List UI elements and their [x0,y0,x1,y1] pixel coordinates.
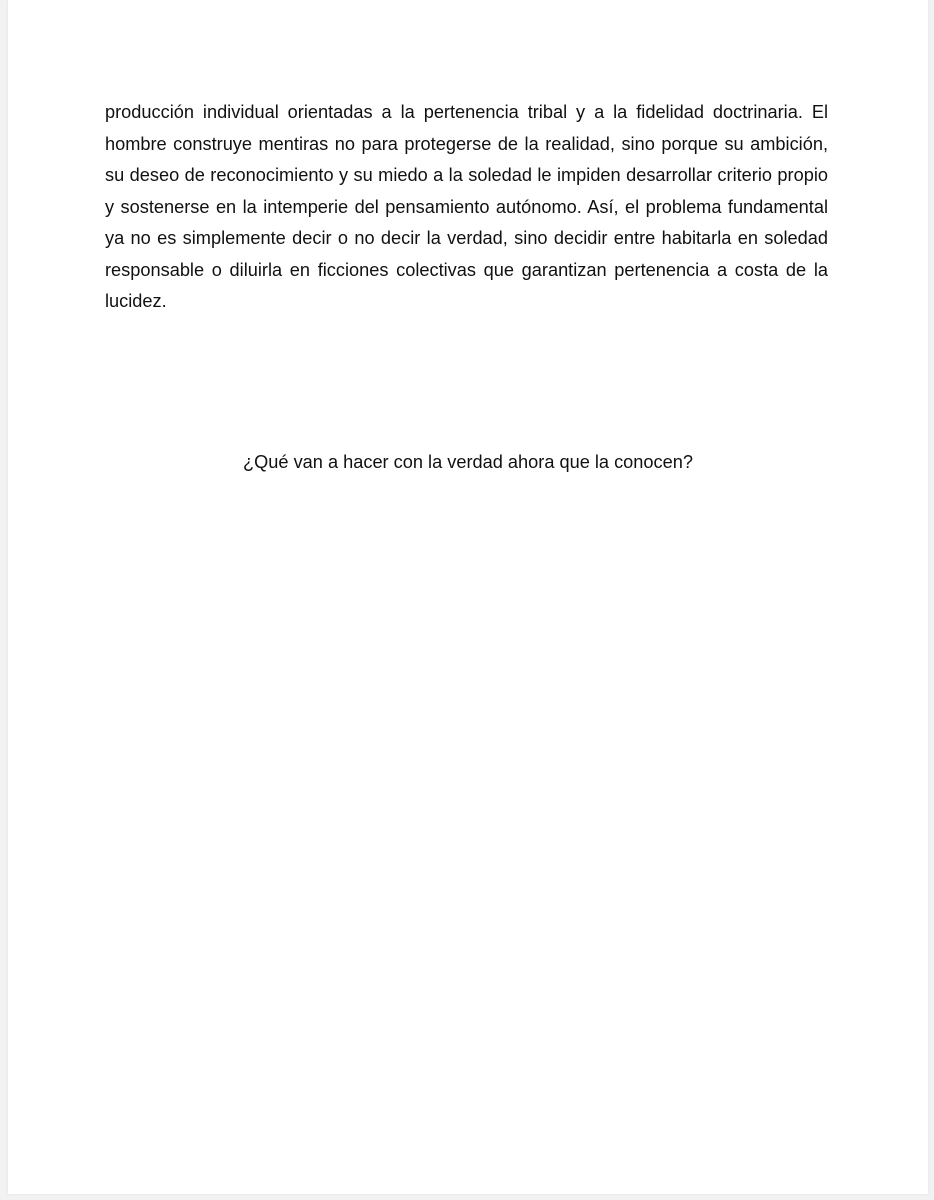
document-page [8,0,928,1194]
closing-question: ¿Qué van a hacer con la verdad ahora que la conocen? [243,452,693,472]
body-paragraph: producción individual orientadas a la pertenencia tribal y a la fidelidad doctrinaria. El hombre construye mentiras no para protegerse de la realidad, sino porque su ambición, su deseo de reconocimiento y su miedo a la soledad le impiden desarrollar criterio propio y sostenerse en la intemperie del pensamiento autónomo. Así, el problema fundamental ya no es simplemente decir o no decir la verdad, sino decidir entre habitarla en soledad responsable o diluirla en ficciones colectivas que garantizan pertenencia a costa de la lucidez. [105,102,828,311]
